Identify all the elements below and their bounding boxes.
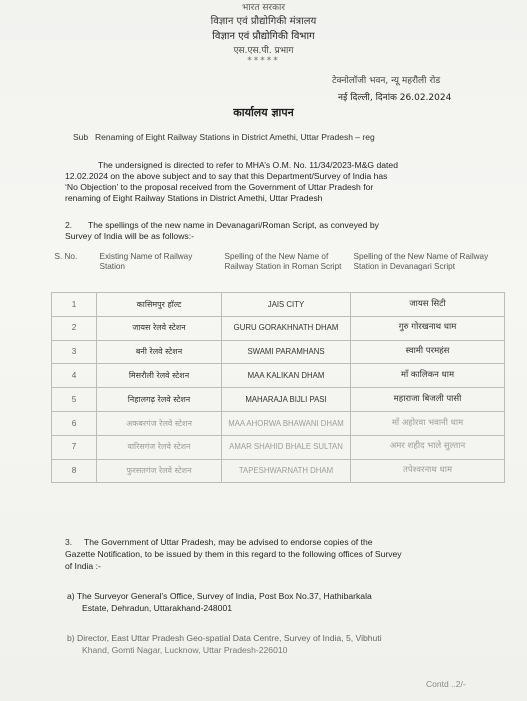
row-devanagari-name: तपेश्वरनाथ धाम [351,459,505,483]
header-line-govt: भारत सरकार [241,3,286,13]
renaming-table [51,250,505,483]
row-sno: 5 [52,388,97,412]
para3-line: of India :- [65,561,101,571]
row-sno: 6 [52,411,97,435]
row-existing-name: बनी रेलवे स्टेशन [97,340,222,364]
para2-line: The spellings of the new name in Devanagari/Roman Script, as conveyed by [88,220,379,230]
row-devanagari-name: माँ अहोरवा भवानी धाम [351,411,505,435]
header-line-department: विज्ञान एवं प्रौद्योगिकी विभाग [212,31,315,42]
table-row [52,340,505,364]
row-existing-name: वारिसगंज रेलवे स्टेशन [97,435,222,459]
row-roman-name: AMAR SHAHID BHALE SULTAN [222,435,351,459]
row-devanagari-name: गुरु गोरखनाथ धाम [351,316,505,340]
para1-line: renaming of Eight Railway Stations in District Amethi, Uttar Pradesh [65,193,323,203]
subject-line [73,132,375,142]
para1-line: ‘No Objection’ to the proposal received from the Government of Uttar Pradesh for [65,182,374,192]
table-row [52,364,505,388]
row-roman-name: MAHARAJA BIJLI PASI [222,388,351,412]
row-sno: 2 [52,316,97,340]
row-roman-name: TAPESHWARNATH DHAM [222,459,351,483]
row-roman-name: GURU GORAKHNATH DHAM [222,316,351,340]
para1-line: 12.02.2024 on the above subject and to say that this Department/Survey of India has [65,171,388,181]
para2-line: Survey of India will be as follows:- [65,231,194,241]
list-item-a-cont: Estate, Dehradun, Uttarakhand-248001 [82,603,233,613]
header-separator: ***** [247,56,280,66]
row-sno: 3 [52,340,97,364]
row-existing-name: कासिमपुर हॉल्ट [97,293,222,317]
row-devanagari-name: स्वामी परमहंस [351,340,505,364]
header-roman-name: Spelling of the New Name of Railway Station in Roman Script [224,252,342,271]
para2-number: 2. [65,220,73,230]
list-item-a: a) The Surveyor General’s Office, Survey of India, Post Box No.37, Hathibarkala [67,591,372,601]
para3-number: 3. [65,537,73,547]
header-line-ministry: विज्ञान एवं प्रौद्योगिकी मंत्रालय [210,16,317,27]
para3-line: Gazette Notification, to be issued by them in this regard to the following offices of Survey [65,549,402,559]
subject-text: Renaming of Eight Railway Stations in District Amethi, Uttar Pradesh – reg [95,132,375,142]
memo-title: कार्यालय ज्ञापन [233,106,294,119]
row-existing-name: निहालगढ़ रेलवे स्टेशन [97,388,222,412]
row-devanagari-name: अमर शहीद भाले सुल्तान [351,435,505,459]
table-row [52,435,505,459]
table-header-row [52,250,505,293]
header-sno: S. No. [54,252,78,261]
table-row [52,388,505,412]
date-line: नई दिल्ली, दिनांक 26.02.2024 [338,93,452,103]
para3-line: The Government of Uttar Pradesh, may be advised to endorse copies of the [84,537,373,547]
row-devanagari-name: जायस सिटी [351,293,505,317]
row-sno: 8 [52,459,97,483]
subject-label: Sub [73,132,89,142]
table-row [52,459,505,483]
row-sno: 7 [52,435,97,459]
table-row [52,316,505,340]
table-row [52,411,505,435]
row-sno: 4 [52,364,97,388]
row-existing-name: जायस रेलवे स्टेशन [97,316,222,340]
row-devanagari-name: महाराजा बिजली पासी [351,388,505,412]
list-item-b-cont: Khand, Gomti Nagar, Lucknow, Uttar Pradesh-226010 [82,645,288,655]
row-devanagari-name: माँ कालिकन धाम [351,364,505,388]
table-row [52,293,505,317]
row-roman-name: MAA KALIKAN DHAM [222,364,351,388]
row-roman-name: SWAMI PARAMHANS [222,340,351,364]
row-roman-name: MAA AHORWA BHAWANI DHAM [222,411,351,435]
row-existing-name: मिसरौली रेलवे स्टेशन [97,364,222,388]
header-line-division: एस.एस.पी. प्रभाग [233,46,294,56]
row-sno: 1 [52,293,97,317]
para1-line: The undersigned is directed to refer to MHA’s O.M. No. 11/34/2023-M&G dated [98,160,398,170]
row-existing-name: अकबरगंज रेलवे स्टेशन [97,411,222,435]
header-devanagari-name: Spelling of the New Name of Railway Station in Devanagari Script [353,252,489,271]
address-line: टेक्नोलॉजी भवन, न्यू महरौली रोड [332,76,441,86]
row-existing-name: फुरसतगंज रेलवे स्टेशन [97,459,222,483]
row-roman-name: JAIS CITY [222,293,351,317]
continued-note: Contd ..2/- [426,679,466,689]
list-item-b: b) Director, East Uttar Pradesh Geo-spatial Data Centre, Survey of India, 5, Vibhuti [67,633,382,643]
header-existing-name: Existing Name of Railway Station [99,252,193,271]
